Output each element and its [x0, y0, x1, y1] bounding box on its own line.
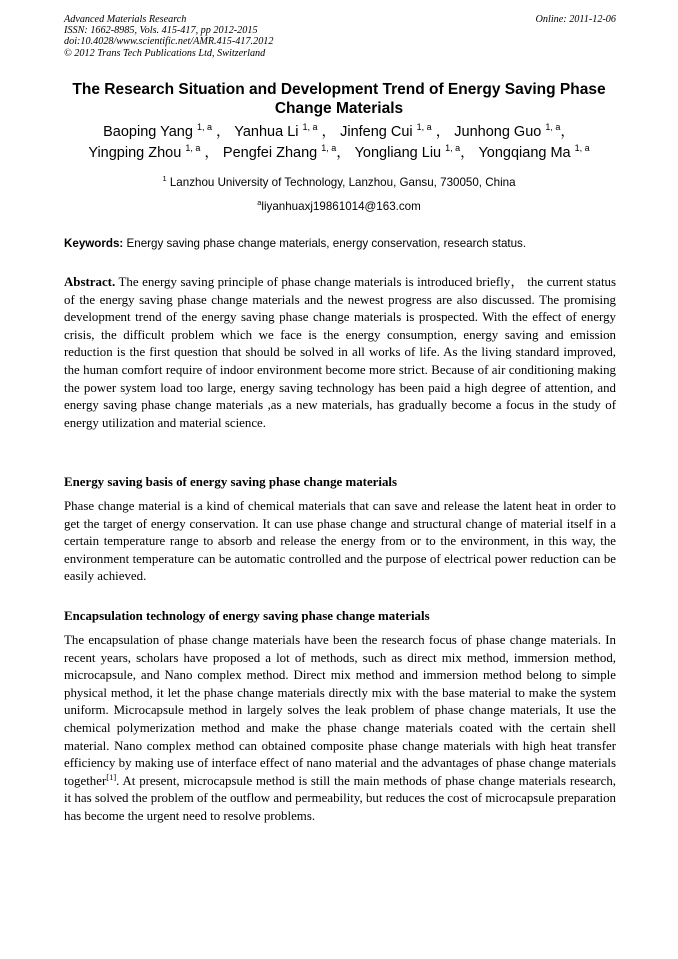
online-date: Online: 2011-12-06	[535, 14, 616, 25]
author-name: Baoping Yang	[103, 124, 193, 140]
keywords-label: Keywords:	[64, 237, 124, 250]
author-affiliation-mark: 1, a	[321, 143, 337, 153]
abstract	[64, 274, 616, 432]
author-separator: ，	[460, 145, 479, 161]
author-separator: ，	[211, 124, 235, 140]
journal-header	[64, 14, 616, 59]
author-separator: ，	[200, 145, 223, 161]
author-affiliation-mark: 1, a	[545, 122, 561, 132]
copyright-line: © 2012 Trans Tech Publications Ltd, Switzerland	[64, 47, 266, 59]
journal-name: Advanced Materials Research	[64, 14, 187, 25]
citation-ref: [1]	[106, 771, 117, 782]
author-affiliation-mark: 1, a	[416, 122, 432, 132]
section-2-body	[64, 632, 616, 826]
title-line-1: The Research Situation and Development Trend of Energy Saving Phase	[72, 81, 606, 98]
author-separator: ，	[560, 124, 575, 140]
section-2-heading: Encapsulation technology of energy saving phase change materials	[64, 609, 430, 623]
author-affiliation-mark: 1, a	[574, 143, 590, 153]
author-affiliation-mark: 1, a	[445, 143, 461, 153]
author-separator: ，	[317, 124, 341, 140]
section-2-text-b: . At present, microcapsule method is still the main methods of phase change materials research, it has solved the problem of the outflow and permeability, but reduces the cost of microcapsule preparation has become the urgent need to resolve problems.	[64, 773, 616, 823]
author-list	[50, 122, 628, 164]
author-name: Yongqiang Ma	[478, 145, 571, 161]
section-2-text-a: The encapsulation of phase change materials have been the research focus of phase change materials. In recent years, scholars have proposed a lot of methods, such as direct mix method, immersion method, microcapsule, and Nano complex method. Direct mix method and immersion method belong to simple physical method, it let the phase change materials directly mix with the base material to make the system uniform. Microcapsule method in largely solves the leak problem of phase change materials, It use the chemical polymerization method and make the phase change materials coated with the certain shell material. Nano complex method can obtained composite phase change materials with high heat transfer efficiency by making use of interface effect of nano material and the advantages of phase change materials together	[64, 633, 616, 788]
email-address: liyanhuaxj19861014@163.com	[261, 200, 421, 213]
author-name: Pengfei Zhang	[222, 145, 318, 161]
email-line	[50, 200, 628, 214]
doi-line: doi:10.4028/www.scientific.net/AMR.415-417.2012	[64, 36, 274, 48]
author-name: Yingping Zhou	[88, 145, 182, 161]
author-name: Jinfeng Cui	[340, 124, 413, 140]
author-separator: ，	[431, 124, 455, 140]
section-1-body: Phase change material is a kind of chemical materials that can save and release the latent heat in order to get the target of energy conservation. It can use phase change and structural change of material itself in a certain temperature range to absorb and release the energy from or to the environment, in this way, the environment temperature can be automatic controlled and the purpose of electrical power reduction can be easily achieved.	[64, 499, 616, 584]
author-name: Junhong Guo	[454, 124, 542, 140]
section-1-heading: Energy saving basis of energy saving phase change materials	[64, 475, 398, 489]
keywords-text: Energy saving phase change materials, energy conservation, research status.	[126, 237, 527, 250]
author-affiliation-mark: 1, a	[196, 122, 212, 132]
keywords	[64, 237, 624, 251]
author-affiliation-mark: 1, a	[185, 143, 201, 153]
author-name: Yanhua Li	[234, 124, 299, 140]
issn-line: ISSN: 1662-8985, Vols. 415-417, pp 2012-2015	[64, 25, 258, 37]
author-name: Yongliang Liu	[354, 145, 442, 161]
authors-line-2	[50, 143, 628, 164]
affiliation	[50, 176, 628, 190]
affiliation-mark: 1	[162, 174, 167, 183]
affiliation-text: Lanzhou University of Technology, Lanzhou, Gansu, 730050, China	[169, 176, 516, 189]
abstract-text: The energy saving principle of phase change materials is introduced briefly， the current status of the energy saving phase change materials and the newest progress are also discussed. The promising development trend of the energy saving phase change materials is prospected. With the effect of energy crisis, the difficult problem which we face is the energy consumption, energy saving and emission reduction is the first question that should be solved in all works of life. As the living standard improved, the human comfort require of indoor environment become more strict. Because of air conditioning making the power system load too large, energy saving technology has been paid a high degree of attention, and energy saving phase change materials ,as a new materials, has gradually become a focus in the study of energy utilization and material science.	[64, 275, 616, 430]
title-line-2: Change Materials	[274, 100, 404, 117]
email-mark: a	[257, 198, 262, 207]
author-affiliation-mark: 1, a	[302, 122, 318, 132]
abstract-label: Abstract.	[64, 275, 116, 289]
authors-line-1	[50, 122, 628, 143]
paper-title	[50, 80, 628, 118]
author-separator: ，	[336, 145, 355, 161]
